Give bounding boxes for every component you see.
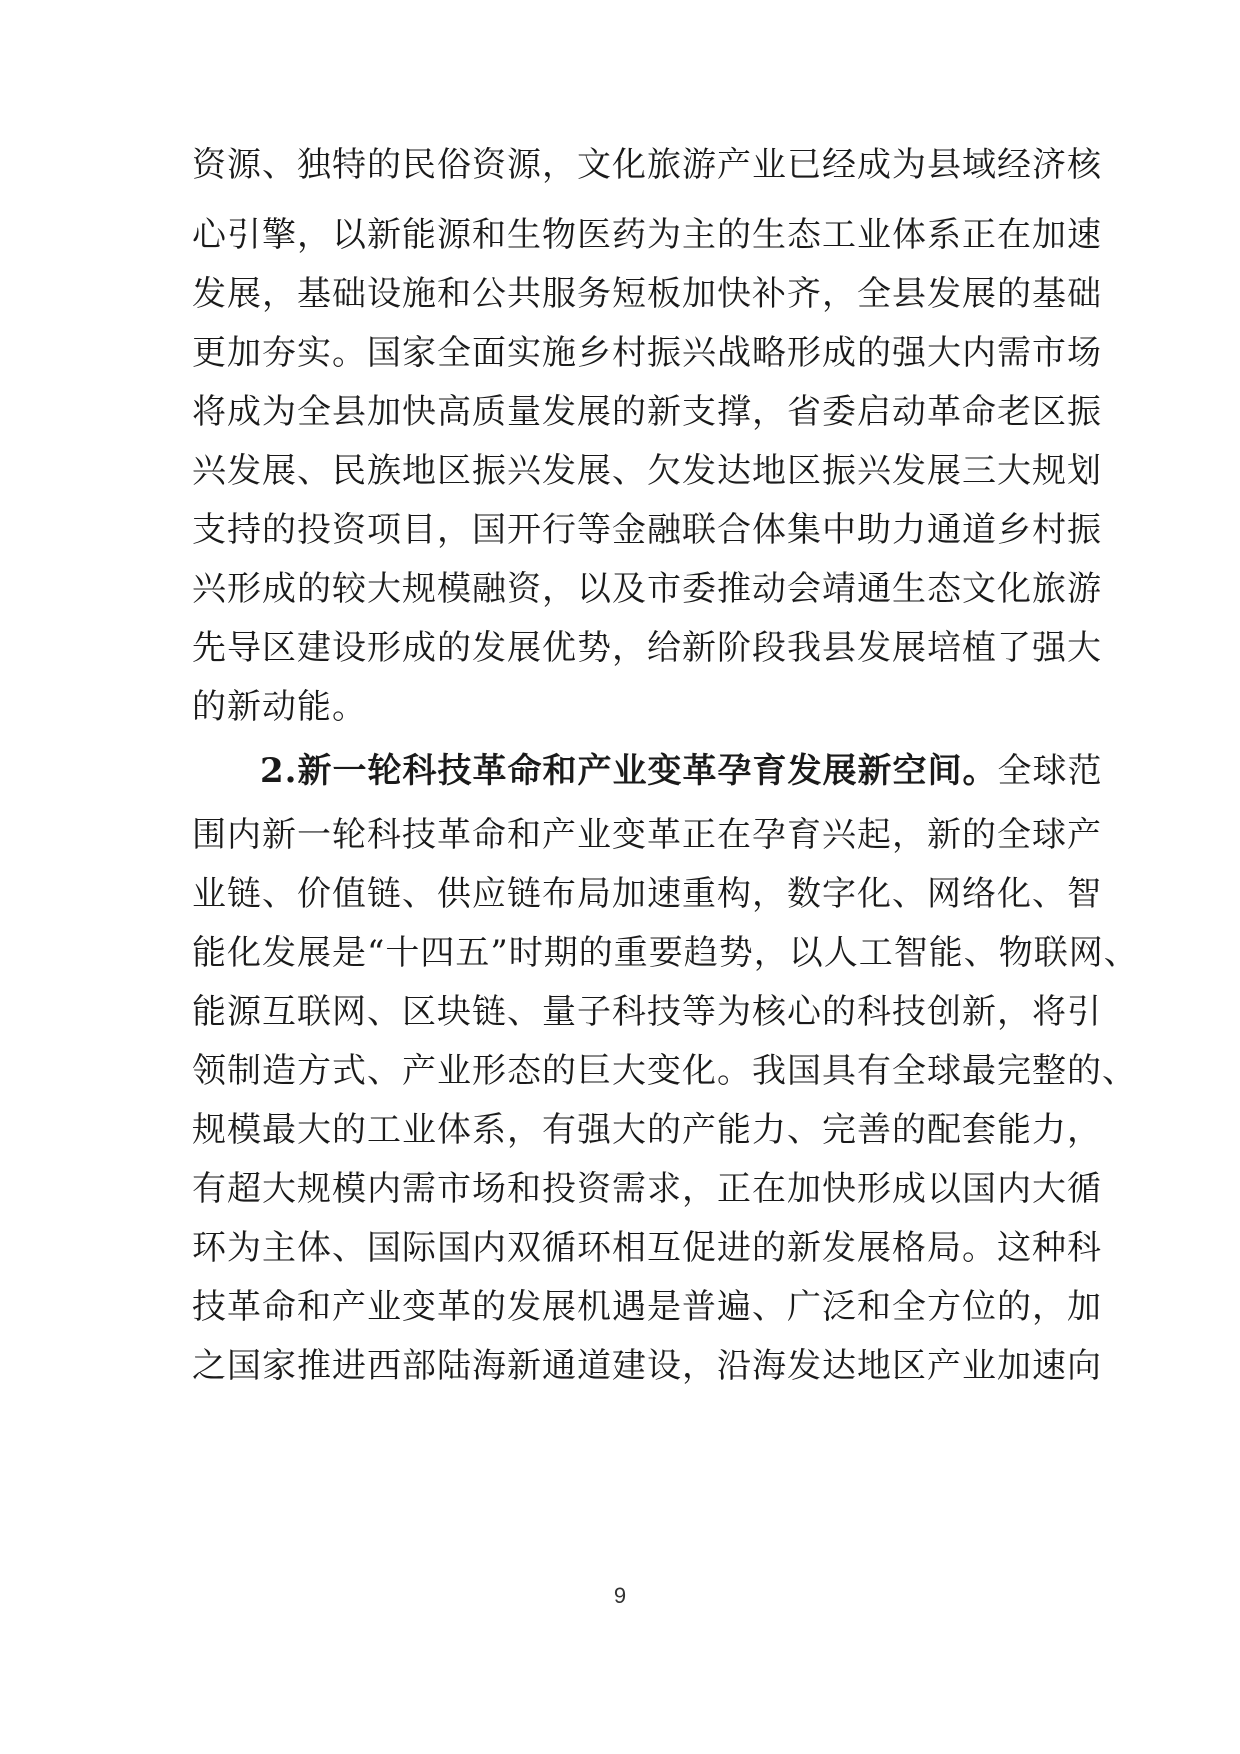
paragraph-line: 资源、独特的民俗资源，文化旅游产业已经成为县域经济核 bbox=[192, 145, 1102, 185]
paragraph-line: 规模最大的工业体系，有强大的产能力、完善的配套能力， bbox=[192, 1110, 1102, 1150]
paragraph-line: 更加夯实。国家全面实施乡村振兴战略形成的强大内需市场 bbox=[192, 333, 1102, 373]
paragraph-line: 业链、价值链、供应链布局加速重构，数字化、网络化、智 bbox=[192, 874, 1102, 914]
paragraph-line: 能源互联网、区块链、量子科技等为核心的科技创新，将引 bbox=[192, 992, 1102, 1032]
paragraph-line: 围内新一轮科技革命和产业变革正在孕育兴起，新的全球产 bbox=[192, 815, 1102, 855]
paragraph-line: 环为主体、国际国内双循环相互促进的新发展格局。这种科 bbox=[192, 1228, 1102, 1268]
paragraph-line: 的新动能。 bbox=[192, 687, 367, 727]
paragraph-line: 技革命和产业变革的发展机遇是普遍、广泛和全方位的，加 bbox=[192, 1287, 1102, 1327]
paragraph-line: 兴发展、民族地区振兴发展、欠发达地区振兴发展三大规划 bbox=[192, 451, 1102, 491]
paragraph-line: 发展，基础设施和公共服务短板加快补齐，全县发展的基础 bbox=[192, 274, 1102, 314]
paragraph-line: 心引擎，以新能源和生物医药为主的生态工业体系正在加速 bbox=[192, 215, 1102, 255]
paragraph-line: 将成为全县加快高质量发展的新支撑，省委启动革命老区振 bbox=[192, 392, 1102, 432]
paragraph-line: 先导区建设形成的发展优势，给新阶段我县发展培植了强大 bbox=[192, 628, 1102, 668]
paragraph-line: 支持的投资项目，国开行等金融联合体集中助力通道乡村振 bbox=[192, 510, 1102, 550]
heading-line-continuation: 全球范 bbox=[997, 751, 1103, 791]
paragraph-line: 能化发展是“十四五”时期的重要趋势，以人工智能、物联网、 bbox=[192, 933, 1139, 973]
paragraph-line: 之国家推进西部陆海新通道建设，沿海发达地区产业加速向 bbox=[192, 1346, 1102, 1386]
paragraph-line: 兴形成的较大规模融资，以及市委推动会靖通生态文化旅游 bbox=[192, 569, 1102, 609]
paragraph-line: 有超大规模内需市场和投资需求，正在加快形成以国内大循 bbox=[192, 1169, 1102, 1209]
section-heading: 2.新一轮科技革命和产业变革孕育发展新空间。 bbox=[260, 751, 998, 791]
paragraph-line: 领制造方式、产业形态的巨大变化。我国具有全球最完整的、 bbox=[192, 1051, 1137, 1091]
page-number: 9 bbox=[613, 1583, 627, 1608]
section-heading-line bbox=[260, 749, 1103, 793]
